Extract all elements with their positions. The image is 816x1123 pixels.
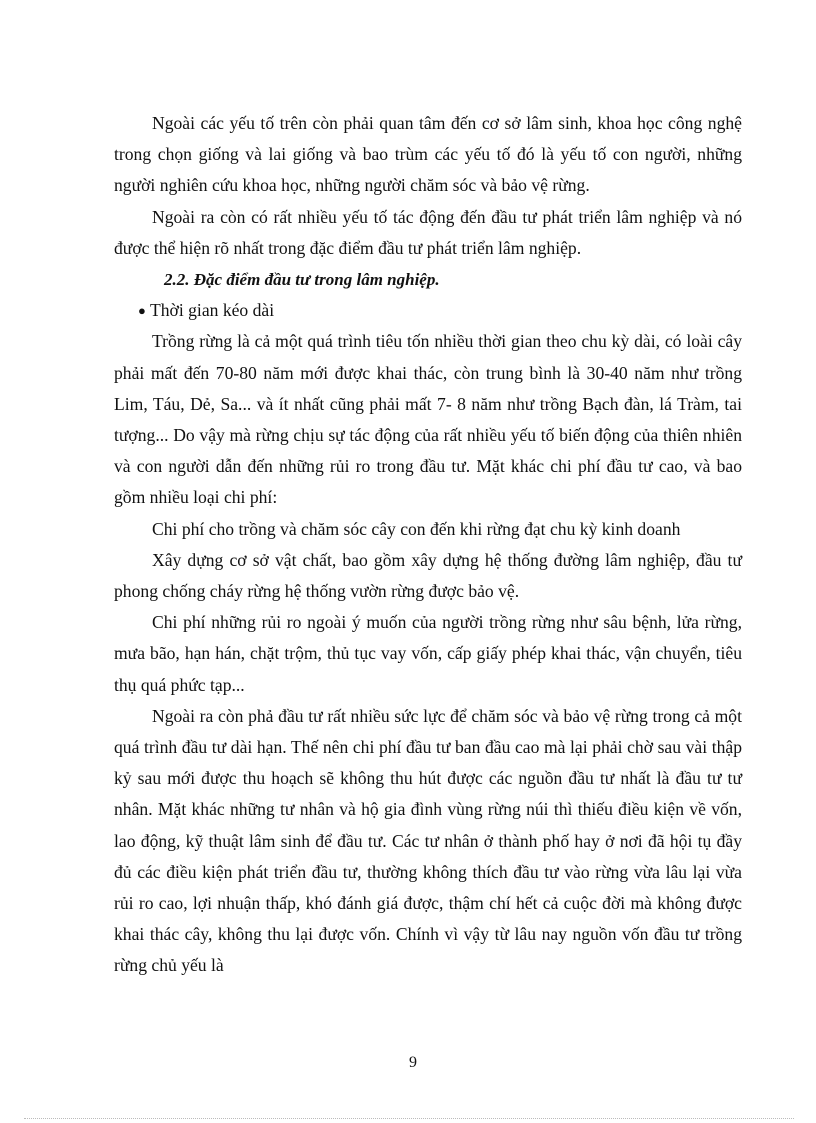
document-body [114,108,742,982]
page-number: 9 [409,1054,417,1071]
paragraph: Ngoài ra còn phả đầu tư rất nhiều sức lực để chăm sóc và bảo vệ rừng trong cả một quá trình đầu tư dài hạn. Thế nên chi phí đầu tư ban đầu cao mà lại phải chờ sau vài thập kỷ sau mới được thu hoạch sẽ không thu hút được các nguồn đầu tư nhất là đầu tư tư nhân. Mặt khác những tư nhân và hộ gia đình vùng rừng núi thì thiếu điều kiện về vốn, lao động, kỹ thuật lâm sinh để đầu tư. Các tư nhân ở thành phố hay ở nơi đã hội tụ đầy đủ các điều kiện phát triển đầu tư, thường không thích đầu tư vào rừng vừa lâu lại vừa rủi ro cao, lợi nhuận thấp, khó đánh giá được, thậm chí hết cả cuộc đời mà không được khai thác cây, không thu lại được vốn. Chính vì vậy từ lâu nay nguồn vốn đầu tư trồng rừng chủ yếu là [114,705,742,976]
paragraph: Ngoài các yếu tố trên còn phải quan tâm đến cơ sở lâm sinh, khoa học công nghệ trong chọn giống và lai giống và bao trùm các yếu tố đó là yếu tố con người, những người nghiên cứu khoa học, những người chăm sóc và bảo vệ rừng. [114,113,742,196]
paragraph: Xây dựng cơ sở vật chất, bao gồm xây dựng hệ thống đường lâm nghiệp, đầu tư phong chống cháy rừng hệ thống vườn rừng được bảo vệ. [114,549,742,602]
bullet-item [114,295,742,326]
bullet-icon: ● [138,303,146,319]
section-heading: 2.2. Đặc điểm đầu tư trong lâm nghiệp. [164,270,440,290]
paragraph: Ngoài ra còn có rất nhiều yếu tố tác động đến đầu tư phát triển lâm nghiệp và nó được thể hiện rõ nhất trong đặc điểm đầu tư phát triển lâm nghiệp. [114,206,742,258]
paragraph: Chi phí cho trồng và chăm sóc cây con đến khi rừng đạt chu kỳ kinh doanh [152,518,681,539]
paragraph: Trồng rừng là cả một quá trình tiêu tốn nhiều thời gian theo chu kỳ dài, có loài cây phải mất đến 70-80 năm mới được khai thác, còn trung bình là 30-40 năm như trồng Lim, Táu, Dẻ, Sa... và ít nhất cũng phải mất 7- 8 năm như trồng Bạch đàn, lá Tràm, tai tượng... Do vậy mà rừng chịu sự tác động của rất nhiều yếu tố biến động của thiên nhiên và con người dẫn đến những rủi ro trong đầu tư. Mặt khác chi phí đầu tư cao, và bao gồm nhiều loại chi phí: [114,331,742,508]
page-divider [24,1118,794,1119]
bullet-text: Thời gian kéo dài [150,300,275,321]
paragraph: Chi phí những rủi ro ngoài ý muốn của người trồng rừng như sâu bệnh, lửa rừng, mưa bão, hạn hán, chặt trộm, thủ tục vay vốn, cấp giấy phép khai thác, vận chuyển, tiêu thụ quá phức tạp... [114,612,742,695]
